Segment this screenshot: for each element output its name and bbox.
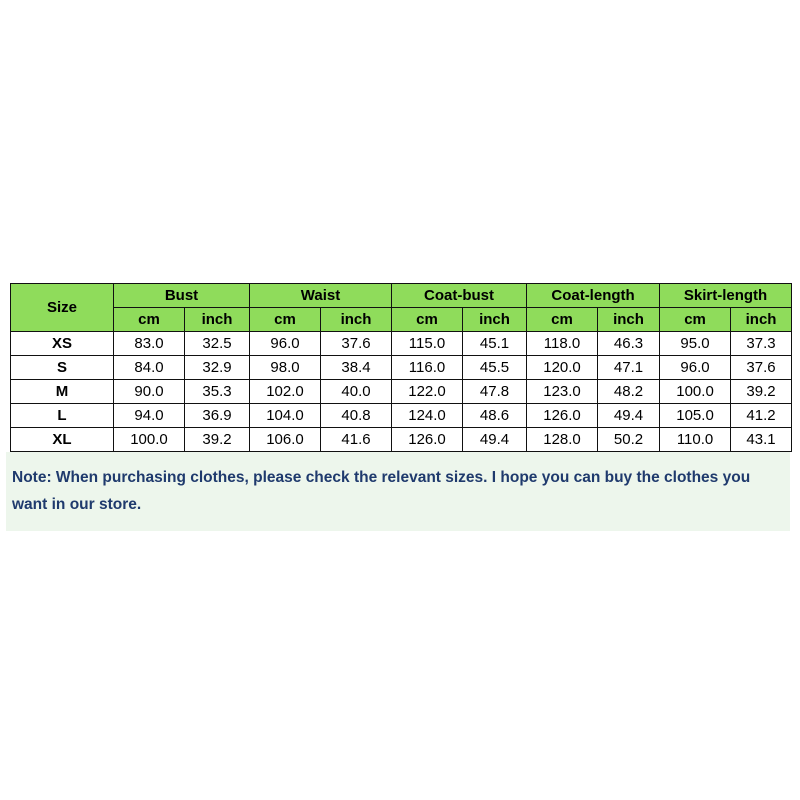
table-cell: 96.0 xyxy=(250,332,321,356)
unit-header: cm xyxy=(660,308,731,332)
table-cell: 96.0 xyxy=(660,356,731,380)
table-cell: 35.3 xyxy=(185,380,250,404)
table-cell: 90.0 xyxy=(114,380,185,404)
header-row-units xyxy=(11,308,792,332)
table-cell: 122.0 xyxy=(392,380,463,404)
table-cell: 100.0 xyxy=(114,428,185,452)
unit-header: cm xyxy=(392,308,463,332)
group-header-coat-length: Coat-length xyxy=(527,284,660,308)
size-chart xyxy=(6,283,790,531)
table-cell: 84.0 xyxy=(114,356,185,380)
size-label: XS xyxy=(11,332,114,356)
table-cell: 43.1 xyxy=(731,428,792,452)
unit-header: inch xyxy=(731,308,792,332)
table-cell: 124.0 xyxy=(392,404,463,428)
table-cell: 45.1 xyxy=(463,332,527,356)
table-cell: 128.0 xyxy=(527,428,598,452)
table-body xyxy=(11,332,792,452)
table-cell: 104.0 xyxy=(250,404,321,428)
table-cell: 105.0 xyxy=(660,404,731,428)
table-cell: 47.8 xyxy=(463,380,527,404)
table-cell: 46.3 xyxy=(598,332,660,356)
table-row xyxy=(11,332,792,356)
table-cell: 102.0 xyxy=(250,380,321,404)
note-text: Note: When purchasing clothes, please check the relevant sizes. I hope you can buy the clothes you want in our store. xyxy=(12,469,751,513)
note-box xyxy=(6,452,790,531)
table-cell: 126.0 xyxy=(527,404,598,428)
size-label: XL xyxy=(11,428,114,452)
table-cell: 48.6 xyxy=(463,404,527,428)
table-row xyxy=(11,380,792,404)
size-header: Size xyxy=(11,284,114,332)
table-cell: 38.4 xyxy=(321,356,392,380)
table-cell: 45.5 xyxy=(463,356,527,380)
table-cell: 36.9 xyxy=(185,404,250,428)
table-row xyxy=(11,356,792,380)
table-cell: 48.2 xyxy=(598,380,660,404)
header-row-groups xyxy=(11,284,792,308)
table-cell: 116.0 xyxy=(392,356,463,380)
size-label: S xyxy=(11,356,114,380)
table-row xyxy=(11,428,792,452)
table-cell: 41.6 xyxy=(321,428,392,452)
table-cell: 37.3 xyxy=(731,332,792,356)
unit-header: cm xyxy=(527,308,598,332)
size-label: M xyxy=(11,380,114,404)
table-cell: 50.2 xyxy=(598,428,660,452)
table-cell: 49.4 xyxy=(463,428,527,452)
table-cell: 126.0 xyxy=(392,428,463,452)
size-table xyxy=(10,283,792,452)
table-cell: 49.4 xyxy=(598,404,660,428)
table-cell: 100.0 xyxy=(660,380,731,404)
table-row xyxy=(11,404,792,428)
unit-header: inch xyxy=(598,308,660,332)
table-cell: 40.0 xyxy=(321,380,392,404)
group-header-coat-bust: Coat-bust xyxy=(392,284,527,308)
table-cell: 47.1 xyxy=(598,356,660,380)
unit-header: cm xyxy=(250,308,321,332)
table-cell: 110.0 xyxy=(660,428,731,452)
table-cell: 37.6 xyxy=(321,332,392,356)
group-header-skirt-length: Skirt-length xyxy=(660,284,792,308)
unit-header: cm xyxy=(114,308,185,332)
table-cell: 39.2 xyxy=(731,380,792,404)
table-cell: 39.2 xyxy=(185,428,250,452)
table-cell: 32.5 xyxy=(185,332,250,356)
table-cell: 40.8 xyxy=(321,404,392,428)
table-cell: 120.0 xyxy=(527,356,598,380)
group-header-bust: Bust xyxy=(114,284,250,308)
table-cell: 41.2 xyxy=(731,404,792,428)
table-cell: 83.0 xyxy=(114,332,185,356)
table-cell: 32.9 xyxy=(185,356,250,380)
table-cell: 98.0 xyxy=(250,356,321,380)
size-label: L xyxy=(11,404,114,428)
table-cell: 118.0 xyxy=(527,332,598,356)
table-cell: 123.0 xyxy=(527,380,598,404)
unit-header: inch xyxy=(321,308,392,332)
table-cell: 115.0 xyxy=(392,332,463,356)
group-header-waist: Waist xyxy=(250,284,392,308)
unit-header: inch xyxy=(185,308,250,332)
table-header xyxy=(11,284,792,332)
table-cell: 37.6 xyxy=(731,356,792,380)
table-cell: 106.0 xyxy=(250,428,321,452)
table-cell: 95.0 xyxy=(660,332,731,356)
table-cell: 94.0 xyxy=(114,404,185,428)
unit-header: inch xyxy=(463,308,527,332)
